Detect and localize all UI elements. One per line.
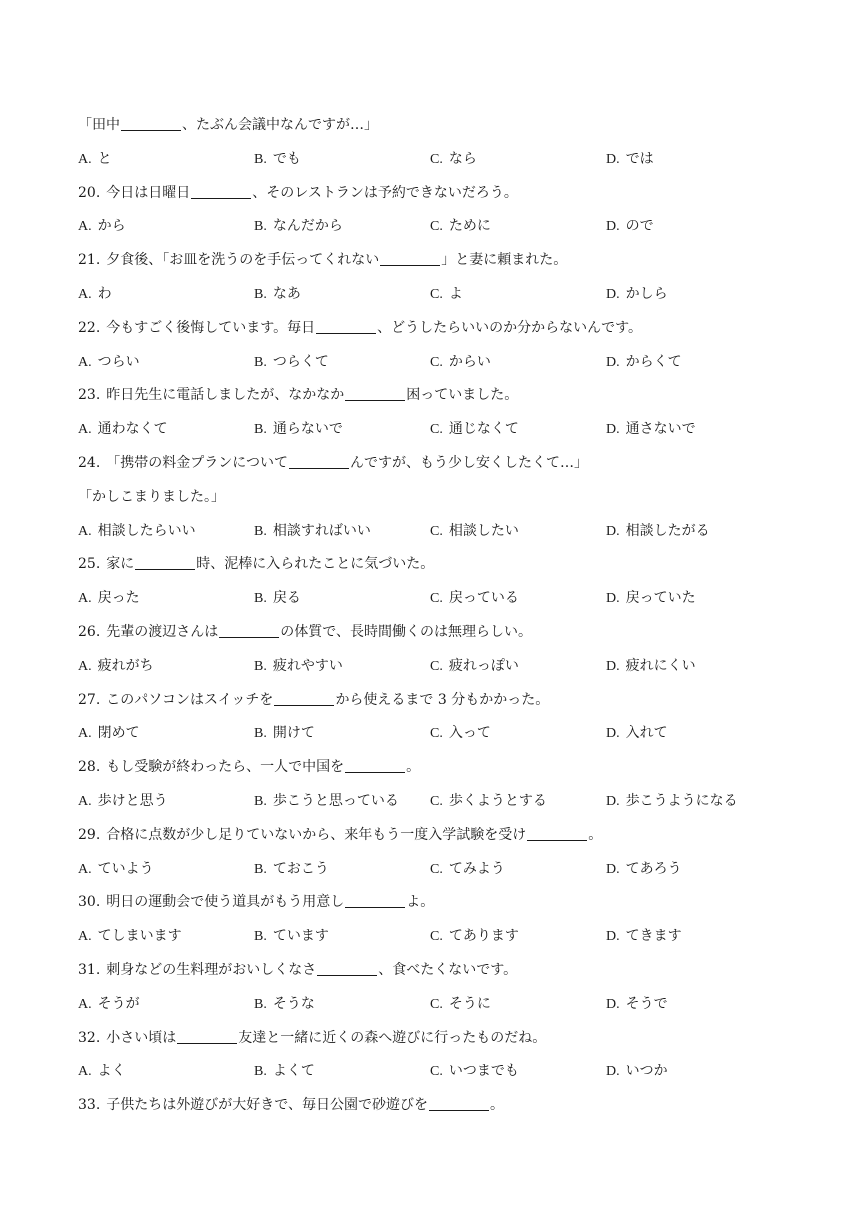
option-letter: A. bbox=[78, 726, 92, 742]
option-text: 開けて bbox=[272, 725, 315, 742]
option-letter: B. bbox=[254, 523, 267, 539]
option-text: そうな bbox=[272, 995, 315, 1012]
options-row bbox=[78, 853, 798, 887]
option-letter: D. bbox=[606, 151, 620, 167]
option-text: 戻っていた bbox=[625, 590, 696, 607]
option-letter: A. bbox=[78, 219, 92, 235]
question-text-after: よ。 bbox=[406, 894, 435, 911]
option-text: いつまでも bbox=[448, 1063, 519, 1080]
answer-blank bbox=[345, 758, 405, 773]
options-row bbox=[78, 785, 798, 819]
option-text: からい bbox=[448, 353, 491, 370]
option-letter: C. bbox=[430, 219, 443, 235]
option-text: てみよう bbox=[448, 860, 505, 877]
option-text: そうに bbox=[448, 995, 491, 1012]
option-text: わ bbox=[97, 285, 112, 302]
question-text-before: 刺身などの生料理がおいしくなさ bbox=[106, 961, 317, 978]
option-letter: C. bbox=[430, 286, 443, 302]
option-letter: B. bbox=[254, 219, 267, 235]
option-letter: C. bbox=[430, 929, 443, 945]
question-text-after: 時、泥棒に入られたことに気づいた。 bbox=[196, 556, 435, 573]
option-text: 疲れっぽい bbox=[448, 657, 519, 674]
option-c bbox=[430, 210, 491, 244]
option-text: 疲れやすい bbox=[272, 657, 343, 674]
option-text: 歩けと思う bbox=[97, 792, 168, 809]
option-letter: A. bbox=[78, 793, 92, 809]
answer-blank bbox=[121, 116, 181, 131]
question-text-before: 今日は日曜日 bbox=[106, 184, 191, 201]
option-d bbox=[606, 785, 738, 819]
option-text: ていよう bbox=[97, 860, 154, 877]
option-text: よ bbox=[448, 285, 463, 302]
option-letter: D. bbox=[606, 1064, 620, 1080]
option-letter: D. bbox=[606, 726, 620, 742]
question-number: 27. bbox=[78, 691, 101, 708]
option-text: 戻る bbox=[272, 590, 301, 607]
option-c bbox=[430, 413, 519, 447]
option-text: から bbox=[97, 218, 126, 235]
question-list bbox=[78, 109, 798, 1123]
option-text: ので bbox=[625, 218, 654, 235]
option-letter: A. bbox=[78, 1064, 92, 1080]
question-stem-q30 bbox=[78, 886, 798, 920]
options-row bbox=[78, 717, 798, 751]
option-text: 歩こうようになる bbox=[625, 792, 738, 809]
option-letter: D. bbox=[606, 422, 620, 438]
option-b bbox=[254, 920, 329, 954]
option-letter: A. bbox=[78, 151, 92, 167]
question-number: 25. bbox=[78, 556, 101, 573]
option-c bbox=[430, 988, 491, 1022]
option-letter: D. bbox=[606, 219, 620, 235]
question-stem-q29 bbox=[78, 819, 798, 853]
question-text-after: の体質で、長時間働くのは無理らしい。 bbox=[280, 623, 532, 640]
question-text-before: 夕食後、「お皿を洗うのを手伝ってくれない bbox=[106, 252, 380, 269]
question-text-before: 明日の運動会で使う道具がもう用意し bbox=[106, 894, 345, 911]
options-row bbox=[78, 1055, 798, 1089]
option-text: よくて bbox=[272, 1063, 315, 1080]
option-text: つらい bbox=[97, 353, 140, 370]
option-a bbox=[78, 413, 168, 447]
option-text: てあります bbox=[448, 928, 519, 945]
option-text: からくて bbox=[625, 353, 682, 370]
option-c bbox=[430, 143, 477, 177]
option-letter: B. bbox=[254, 151, 267, 167]
question-number: 32. bbox=[78, 1029, 101, 1046]
question-number: 29. bbox=[78, 826, 101, 843]
option-d bbox=[606, 515, 710, 549]
question-number: 24. bbox=[78, 454, 101, 471]
option-letter: B. bbox=[254, 354, 267, 370]
option-text: なあ bbox=[272, 285, 301, 302]
option-letter: D. bbox=[606, 793, 620, 809]
options-row bbox=[78, 650, 798, 684]
question-text-after: 、食べたくないです。 bbox=[378, 961, 518, 978]
option-b bbox=[254, 210, 343, 244]
option-text: ておこう bbox=[272, 860, 329, 877]
option-text: 相談したがる bbox=[625, 522, 710, 539]
options-row bbox=[78, 413, 798, 447]
option-text: 疲れがち bbox=[97, 657, 154, 674]
option-text: 通さないで bbox=[625, 421, 696, 438]
option-b bbox=[254, 988, 315, 1022]
question-number: 33. bbox=[78, 1097, 101, 1114]
option-letter: C. bbox=[430, 1064, 443, 1080]
option-letter: A. bbox=[78, 658, 92, 674]
option-text: てきます bbox=[625, 928, 682, 945]
option-letter: C. bbox=[430, 726, 443, 742]
question-text-before: 小さい頃は bbox=[106, 1029, 177, 1046]
question-extra-line: 「かしこまりました。」 bbox=[78, 488, 225, 505]
option-a bbox=[78, 650, 154, 684]
question-stem-q25 bbox=[78, 548, 798, 582]
question-text-after: 。 bbox=[588, 826, 603, 843]
option-letter: B. bbox=[254, 861, 267, 877]
option-text: 通わなくて bbox=[97, 421, 168, 438]
option-a bbox=[78, 143, 112, 177]
option-d bbox=[606, 717, 668, 751]
answer-blank bbox=[317, 961, 377, 976]
option-text: そうが bbox=[97, 995, 140, 1012]
answer-blank bbox=[289, 454, 349, 469]
option-letter: D. bbox=[606, 591, 620, 607]
option-text: 戻った bbox=[97, 590, 140, 607]
option-b bbox=[254, 346, 329, 380]
option-d bbox=[606, 143, 654, 177]
question-text-before: 子供たちは外遊びが大好きで、毎日公園で砂遊びを bbox=[106, 1097, 428, 1114]
question-number: 31. bbox=[78, 961, 101, 978]
option-letter: C. bbox=[430, 354, 443, 370]
question-text-after: 、そのレストランは予約できないだろう。 bbox=[252, 184, 518, 201]
option-letter: C. bbox=[430, 996, 443, 1012]
option-b bbox=[254, 515, 371, 549]
option-letter: D. bbox=[606, 929, 620, 945]
options-row bbox=[78, 143, 798, 177]
question-text-before: 家に bbox=[106, 556, 135, 573]
option-c bbox=[430, 717, 491, 751]
option-b bbox=[254, 582, 301, 616]
option-text: 歩こうと思っている bbox=[272, 792, 399, 809]
option-c bbox=[430, 853, 505, 887]
option-letter: A. bbox=[78, 929, 92, 945]
option-letter: B. bbox=[254, 658, 267, 674]
option-text: 相談したらいい bbox=[97, 522, 196, 539]
question-text-before: 昨日先生に電話しましたが、なかなか bbox=[106, 387, 345, 404]
answer-blank bbox=[316, 319, 376, 334]
option-a bbox=[78, 853, 154, 887]
option-letter: D. bbox=[606, 354, 620, 370]
option-b bbox=[254, 650, 343, 684]
option-text: 閉めて bbox=[97, 725, 140, 742]
question-text-after: 。 bbox=[406, 759, 421, 776]
options-row bbox=[78, 920, 798, 954]
option-b bbox=[254, 717, 315, 751]
answer-blank bbox=[345, 386, 405, 401]
option-text: なんだから bbox=[272, 218, 343, 235]
options-row bbox=[78, 278, 798, 312]
answer-blank bbox=[527, 826, 587, 841]
option-text: なら bbox=[448, 150, 477, 167]
option-text: 歩くようとする bbox=[448, 792, 547, 809]
option-letter: C. bbox=[430, 793, 443, 809]
question-text-after: 、たぶん会議中なんですが…」 bbox=[182, 117, 378, 133]
question-number: 20. bbox=[78, 184, 101, 201]
options-row bbox=[78, 988, 798, 1022]
answer-blank bbox=[135, 555, 195, 570]
option-letter: B. bbox=[254, 726, 267, 742]
answer-blank bbox=[345, 893, 405, 908]
option-b bbox=[254, 413, 343, 447]
option-text: 相談すればいい bbox=[272, 522, 371, 539]
option-a bbox=[78, 1055, 126, 1089]
question-text-after: 友達と一緒に近くの森へ遊びに行ったものだね。 bbox=[238, 1029, 547, 1046]
answer-blank bbox=[191, 184, 251, 199]
answer-blank bbox=[177, 1029, 237, 1044]
option-d bbox=[606, 278, 668, 312]
option-a bbox=[78, 515, 196, 549]
option-text: よく bbox=[97, 1063, 126, 1080]
question-text-after: 」と妻に頼まれた。 bbox=[441, 252, 568, 269]
option-a bbox=[78, 920, 182, 954]
option-c bbox=[430, 515, 519, 549]
option-letter: D. bbox=[606, 996, 620, 1012]
option-d bbox=[606, 346, 682, 380]
question-number: 21. bbox=[78, 252, 101, 269]
option-letter: B. bbox=[254, 793, 267, 809]
option-text: ために bbox=[448, 218, 491, 235]
option-text: てあろう bbox=[625, 860, 682, 877]
option-letter: C. bbox=[430, 658, 443, 674]
option-c bbox=[430, 278, 463, 312]
option-c bbox=[430, 920, 519, 954]
option-letter: A. bbox=[78, 996, 92, 1012]
question-stem-q21 bbox=[78, 244, 798, 278]
option-text: ています bbox=[272, 928, 329, 945]
options-row bbox=[78, 515, 798, 549]
question-stem-q20 bbox=[78, 177, 798, 211]
option-text: つらくて bbox=[272, 353, 329, 370]
option-d bbox=[606, 853, 682, 887]
question-text-before: 今もすごく後悔しています。毎日 bbox=[106, 319, 316, 336]
option-letter: B. bbox=[254, 996, 267, 1012]
option-d bbox=[606, 413, 696, 447]
option-text: と bbox=[97, 150, 112, 167]
option-a bbox=[78, 210, 126, 244]
question-stem-q24 bbox=[78, 447, 798, 481]
option-letter: A. bbox=[78, 354, 92, 370]
option-a bbox=[78, 717, 140, 751]
option-a bbox=[78, 785, 168, 819]
option-b bbox=[254, 785, 399, 819]
question-text-after: 、どうしたらいいのか分からないんです。 bbox=[377, 319, 643, 336]
question-stem-q26 bbox=[78, 616, 798, 650]
option-letter: C. bbox=[430, 151, 443, 167]
answer-blank bbox=[274, 691, 334, 706]
question-number: 30. bbox=[78, 894, 101, 911]
option-letter: B. bbox=[254, 1064, 267, 1080]
answer-blank bbox=[380, 251, 440, 266]
option-letter: A. bbox=[78, 861, 92, 877]
answer-blank bbox=[219, 623, 279, 638]
question-stem-q22 bbox=[78, 312, 798, 346]
option-letter: D. bbox=[606, 658, 620, 674]
option-text: てしまいます bbox=[97, 928, 182, 945]
question-text-before: 合格に点数が少し足りていないから、来年もう一度入学試験を受け bbox=[106, 826, 527, 843]
question-stem-q19-cont bbox=[78, 109, 798, 143]
option-letter: D. bbox=[606, 286, 620, 302]
option-text: 相談したい bbox=[448, 522, 519, 539]
question-text-after: 困っていました。 bbox=[406, 387, 519, 404]
option-letter: C. bbox=[430, 422, 443, 438]
options-row bbox=[78, 582, 798, 616]
option-text: でも bbox=[272, 150, 301, 167]
option-letter: B. bbox=[254, 591, 267, 607]
answer-blank bbox=[429, 1096, 489, 1111]
option-b bbox=[254, 853, 329, 887]
option-letter: D. bbox=[606, 523, 620, 539]
option-letter: D. bbox=[606, 861, 620, 877]
question-text-before: 「携帯の料金プランについて bbox=[106, 454, 288, 471]
question-text-after: んですが、もう少し安くしたくて…」 bbox=[350, 454, 588, 471]
question-text-before: このパソコンはスイッチを bbox=[106, 691, 274, 708]
question-stem-q23 bbox=[78, 379, 798, 413]
option-d bbox=[606, 920, 682, 954]
option-text: 疲れにくい bbox=[625, 657, 696, 674]
option-text: そうで bbox=[625, 995, 668, 1012]
option-c bbox=[430, 346, 491, 380]
option-a bbox=[78, 988, 140, 1022]
option-letter: C. bbox=[430, 591, 443, 607]
option-d bbox=[606, 988, 668, 1022]
option-d bbox=[606, 582, 696, 616]
option-text: では bbox=[625, 150, 654, 167]
question-stem-q32 bbox=[78, 1022, 798, 1056]
question-stem-q28 bbox=[78, 751, 798, 785]
option-letter: B. bbox=[254, 286, 267, 302]
question-text-before: もし受験が終わったら、一人で中国を bbox=[106, 759, 345, 776]
option-d bbox=[606, 1055, 668, 1089]
option-letter: A. bbox=[78, 286, 92, 302]
option-letter: A. bbox=[78, 523, 92, 539]
question-stem-q27 bbox=[78, 684, 798, 718]
option-letter: A. bbox=[78, 591, 92, 607]
option-c bbox=[430, 582, 519, 616]
option-text: 入って bbox=[448, 725, 491, 742]
options-row bbox=[78, 346, 798, 380]
option-text: 戻っている bbox=[448, 590, 519, 607]
options-row bbox=[78, 210, 798, 244]
option-a bbox=[78, 346, 140, 380]
option-d bbox=[606, 650, 696, 684]
question-text-before: 先輩の渡辺さんは bbox=[106, 623, 219, 640]
option-text: 通じなくて bbox=[448, 421, 519, 438]
question-text-before: 「田中 bbox=[78, 117, 120, 133]
question-stem-q33 bbox=[78, 1089, 798, 1123]
option-c bbox=[430, 785, 547, 819]
question-number: 28. bbox=[78, 759, 101, 776]
option-b bbox=[254, 143, 301, 177]
question-number: 26. bbox=[78, 623, 101, 640]
option-letter: A. bbox=[78, 422, 92, 438]
option-letter: C. bbox=[430, 523, 443, 539]
option-text: いつか bbox=[625, 1063, 668, 1080]
option-b bbox=[254, 278, 301, 312]
option-a bbox=[78, 278, 112, 312]
option-b bbox=[254, 1055, 315, 1089]
question-number: 22. bbox=[78, 319, 101, 336]
option-c bbox=[430, 650, 519, 684]
option-letter: B. bbox=[254, 929, 267, 945]
option-text: 入れて bbox=[625, 725, 668, 742]
option-letter: B. bbox=[254, 422, 267, 438]
option-c bbox=[430, 1055, 519, 1089]
option-a bbox=[78, 582, 140, 616]
option-d bbox=[606, 210, 654, 244]
question-text-after: 。 bbox=[489, 1097, 504, 1114]
question-number: 23. bbox=[78, 387, 101, 404]
question-stem-q31 bbox=[78, 954, 798, 988]
question-text-after: から使えるまで 3 分もかかった。 bbox=[335, 691, 550, 708]
option-text: かしら bbox=[625, 285, 668, 302]
option-letter: C. bbox=[430, 861, 443, 877]
option-text: 通らないで bbox=[272, 421, 343, 438]
